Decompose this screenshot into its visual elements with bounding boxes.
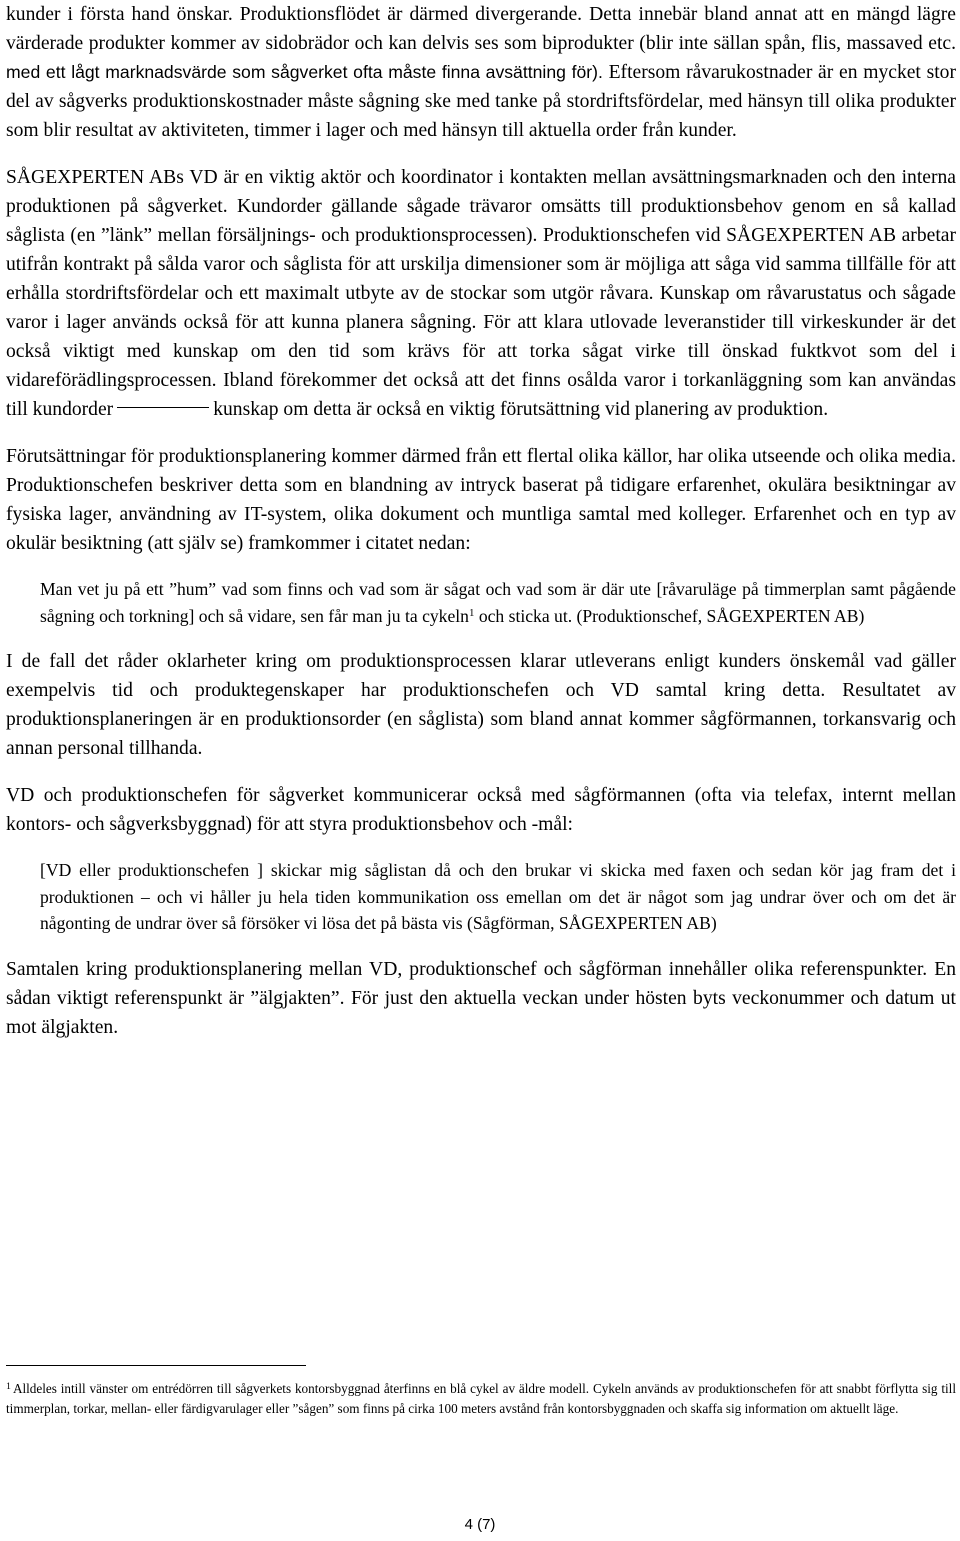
quote-1-text-c: ) [858, 605, 865, 626]
footnote [6, 1379, 956, 1418]
paragraph-6: Samtalen kring produktionsplanering mellan VD, produktionschef och sågförman innehåller olika referenspunkter. En sådan viktigt referenspunkt är ”älgjakten”. För just den aktuella veckan under hösten byts veckonummer och datum ut mot älgjakten. [6, 958, 956, 1038]
document-body [6, 0, 956, 1042]
paragraph-2 [6, 163, 956, 424]
block-quote-2 [40, 857, 956, 937]
company-name: SÅGEXPERTEN AB [6, 167, 177, 188]
footnote-separator [6, 1365, 306, 1366]
paragraph-1-sans-text: med ett lågt marknadsvärde som sågverket ofta måste finna avsättning för). [6, 62, 603, 82]
paragraph-5: VD och produktionschefen för sågverket kommunicerar också med sågförmannen (ofta via telefax, internt mellan kontors- och sågverksbyggnad) för att styra produktionsbehov och -mål: [6, 785, 956, 835]
quote-1-text-b: och sticka ut. (Produktionschef, [474, 605, 707, 626]
quote-2-text-c: ) [710, 913, 717, 933]
horizontal-dash [117, 407, 209, 408]
company-name: SÅGEXPERTEN AB [558, 913, 711, 933]
paragraph-1-text-c: Eftersom råvarukostnader är en mycket stor del av sågverks produktionskostnader måste sågning ske med tanke på stordriftsfördelar, med hänsyn till olika produkter som blir resultat av aktiviteten, timmer i lager och med hänsyn till aktuella order från kunder. [6, 62, 956, 141]
paragraph-1-text-a: kunder i första hand önskar. Produktionsflödet är därmed divergerande. Detta innebär bland annat att en mängd lägre värderade produkter kommer av sidobrädor och kan delvis ses som biprodukter (blir inte sällan spån, flis, massaved etc. [6, 4, 956, 54]
paragraph-2-text-b: arbetar utifrån kontrakt på sålda varor och såglista för att urskilja dimensioner som är möjliga att såga vid samma tillfälle för att erhålla stordriftsfördelar och ett maximalt utbyte av de stockar som utgör råvara. Kunskap om råvarustatus och sågade varor i lager används också för att kunna planera sågning. För att klara utlovade leveranstider till virkeskunder är det också viktigt med kunskap om den tid som krävs för att torka sågat virke till önskad fuktkvot som del i vidareförädlingsprocessen. Ibland förekommer det också att det finns osålda varor i torkanläggning som kan användas till kundorder [6, 225, 956, 420]
company-name: SÅGEXPERTEN AB [706, 605, 859, 626]
page-number: 4 (7) [464, 1516, 496, 1533]
paragraph-2-text-c: kunskap om detta är också en viktig förutsättning vid planering av produktion. [213, 399, 829, 420]
block-quote-1 [40, 576, 956, 629]
quote-2-text-a: [VD eller produktionschefen ] skickar mig såglistan då och den brukar vi skicka med faxen och sedan kör jag fram det i produktionen – och vi håller ju hela tiden kommunikation oss emellan om det är något som jag undrar över och om det är någonting de undrar över så försöker vi lösa det på bästa vis (Sågförman, [40, 860, 956, 933]
paragraph-1 [6, 0, 956, 145]
paragraph-3: Förutsättningar för produktionsplanering kommer därmed från ett flertal olika källor, har olika utseende och olika media. Produktionschefen beskriver detta som en blandning av intryck baserat på tidigare erfarenhet, okulära besiktningar av fysiska lager, användning av IT-system, olika dokument och muntliga samtal med kolleger. Erfarenhet och en typ av okulär besiktning (att själv se) framkommer i citatet nedan: [6, 446, 956, 554]
company-name: SÅGEXPERTEN AB [726, 225, 897, 246]
footnote-text: Alldeles intill vänster om entrédörren till sågverkets kontorsbyggnad återfinns en blå cykel av äldre modell. Cykeln används av produktionschefen för att snabbt förflytta sig till timmerplan, torkar, mellan- eller färdigvarulager eller ”sågen” som finns på cirka 100 meters avstånd från kontorsbyggnaden och skaffa sig information om aktuellt läge. [6, 1381, 956, 1416]
footnote-number: 1 [6, 1380, 11, 1392]
quote-1-text-a: Man vet ju på ett ”hum” vad som finns och vad som är sågat och vad som är där ute [råvaruläge på timmerplan samt pågående sågning och torkning] och så vidare, sen får man ju ta cykeln [40, 579, 956, 626]
paragraph-4: I de fall det råder oklarheter kring om produktionsprocessen klarar utleverans enligt kunders önskemål vad gäller exempelvis tid och produktegenskaper har produktionschefen och VD samtal kring detta. Resultatet av produktionsplaneringen är en produktionsorder (en såglista) som bland annat kommer sågförmannen, torkansvarig och annan personal tillhanda. [6, 651, 956, 759]
footnote-marker: 1 [468, 606, 475, 619]
paragraph-2-text-a: s VD är en viktig aktör och koordinator i kontakten mellan avsättningsmarknaden och den interna produktionen på sågverket. Kundorder gällande sågade trävaror omsätts till produktionsbehov genom en så kallad såglista (en ”länk” mellan försäljnings- och produktionsprocessen). Produktionschefen vid [6, 167, 956, 246]
